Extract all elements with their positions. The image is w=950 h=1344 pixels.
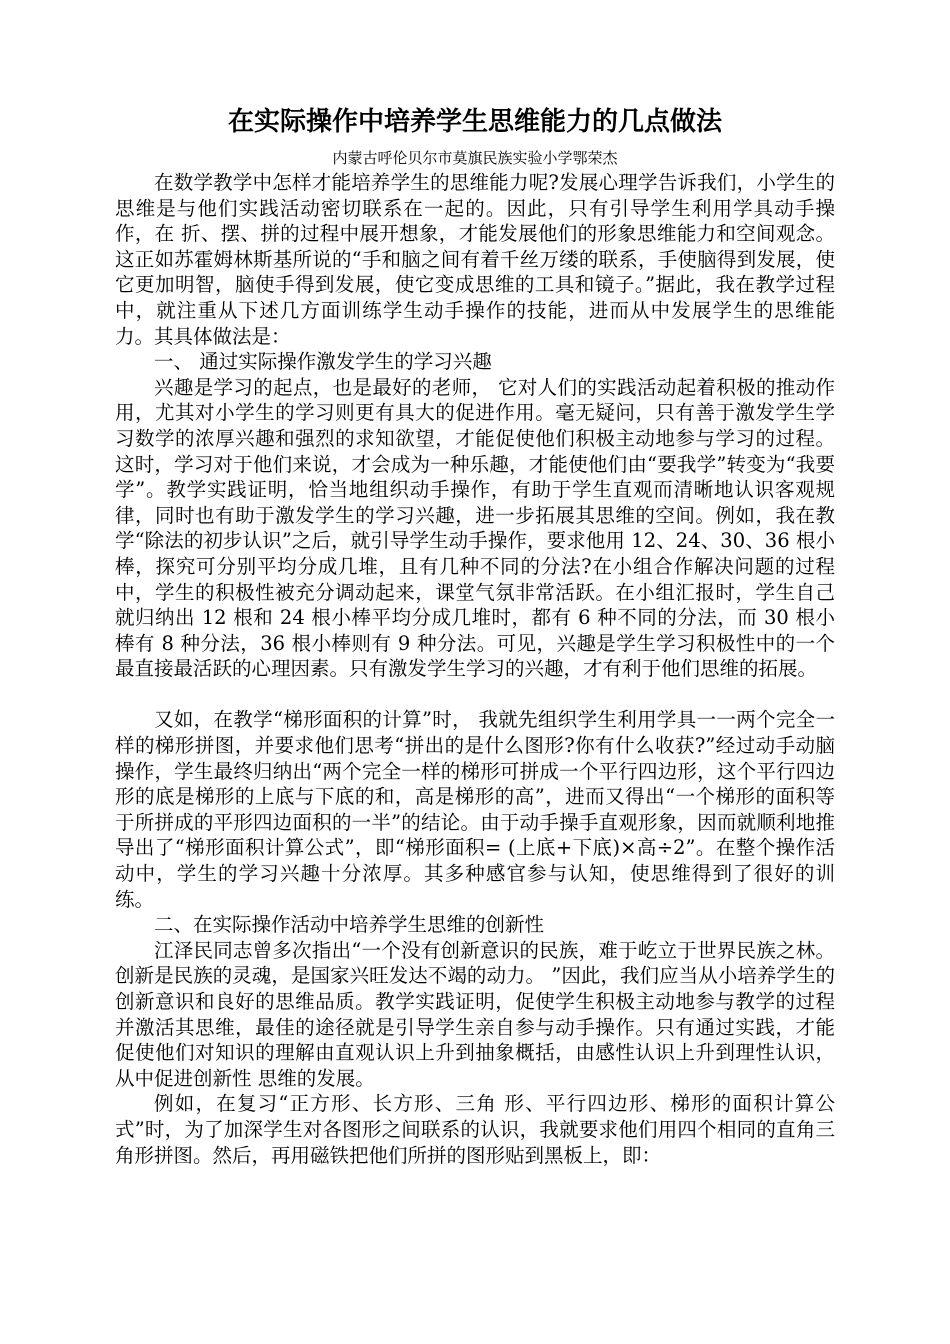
document-title: 在实际操作中培养学生思维能力的几点做法	[227, 107, 722, 137]
section-heading-1: 一、 通过实际操作激发学生的学习兴趣	[154, 350, 492, 374]
document-author: 内蒙古呼伦贝尔市莫旗民族实验小学鄂荣杰	[332, 149, 618, 167]
section-heading-2: 二、在实际操作活动中培养学生思维的创新性	[154, 913, 545, 937]
document-body	[115, 170, 835, 1168]
paragraph-interest: 兴趣是学习的起点，也是最好的老师， 它对人们的实践活动起着积极的推动作用，尤其对小学生的学习则更有具大的促进作用。毫无疑问，只有善于激发学生学习数学的浓厚兴趣和强烈的求知欲望，才能促使他们积极主动地参与学习的过程。这时，学习对于他们来说，才会成为一种乐趣，才能使他们由“要我学”转变为“我要学”。教学实践证明，恰当地组织动手操作，有助于学生直观而清晰地认识客观规律，同时也有助于激发学生的学习兴趣，进一步拓展其思维的空间。例如，我在教学“除法的初步认识”之后，就引导学生动手操作，要求他用 12、24、30、36 根小棒，探究可分别平均分成几堆，且有几种不同的分法?在小组合作解决问题的过程中，学生的积极性被充分调动起来，课堂气氛非常活跃。在小组汇报时，学生自己就归纳出 12 根和 24 根小棒平均分成几堆时，都有 6 种不同的分法，而 30 根小棒有 8 种分法，36 根小棒则有 9 种分法。可见，兴趣是学生学习积极性中的一个最直接最活跃的心理因素。只有激发学生学习的兴趣，才有利于他们思维的拓展。	[115, 375, 835, 681]
paragraph-intro: 在数学教学中怎样才能培养学生的思维能力呢?发展心理学告诉我们，小学生的思维是与他们实践活动密切联系在一起的。因此，只有引导学生利用学具动手操作，在 折、摆、拼的过程中展开想象，才能发展他们的形象思维能力和空间观念。这正如苏霍姆林斯基所说的“手和脑之间有着千丝万缕的联系，手使脑得到发展，使它更加明智，脑使手得到发展，使它变成思维的工具和镜子。”据此，我在教学过程中，就注重从下述几方面训练学生动手操作的技能，进而从中发展学生的思维能力。其具体做法是：	[115, 171, 835, 348]
paragraph-trapezoid-example: 又如，在教学“梯形面积的计算”时， 我就先组织学生利用学具一一两个完全一样的梯形拼图，并要求他们思考“拼出的是什么图形?你有什么收获?”经过动手动脑操作，学生最终归纳出“两个完全一样的梯形可拼成一个平行四边形，这个平行四边形的底是梯形的上底与下底的和，高是梯形的高”，进而又得出“一个梯形的面积等于所拼成的平形四边面积的一半”的结论。由于动手操手直观形象，因而就顺利地推导出了“梯形面积计算公式”，即“梯形面积= (上底+下底)×高÷2”。在整个操作活动中，学生的学习兴趣十分浓厚。其多种感官参与认知，使思维得到了很好的训练。	[115, 708, 835, 911]
paragraph-innovation: 江泽民同志曾多次指出“一个没有创新意识的民族，难于屹立于世界民族之林。创新是民族的灵魂，是国家兴旺发达不竭的动力。 ”因此，我们应当从小培养学生的创新意识和良好的思维品质。教学实践证明，促使学生积极主动地参与教学的过程并激活其思维，最佳的途径就是引导学生亲自参与动手操作。只有通过实践，才能促使他们对知识的理解由直观认识上升到抽象概括，由感性认识上升到理性认识，从中促进创新性 思维的发展。	[115, 938, 835, 1090]
paragraph-gap	[115, 682, 835, 708]
paragraph-review-example: 例如，在复习“正方形、长方形、三角 形、平行四边形、梯形的面积计算公式”时，为了加深学生对各图形之间联系的认识，我就要求他们用四个相同的直角三角形拼图。然后，再用磁铁把他们所拼的图形贴到黑板上，即：	[115, 1092, 835, 1167]
